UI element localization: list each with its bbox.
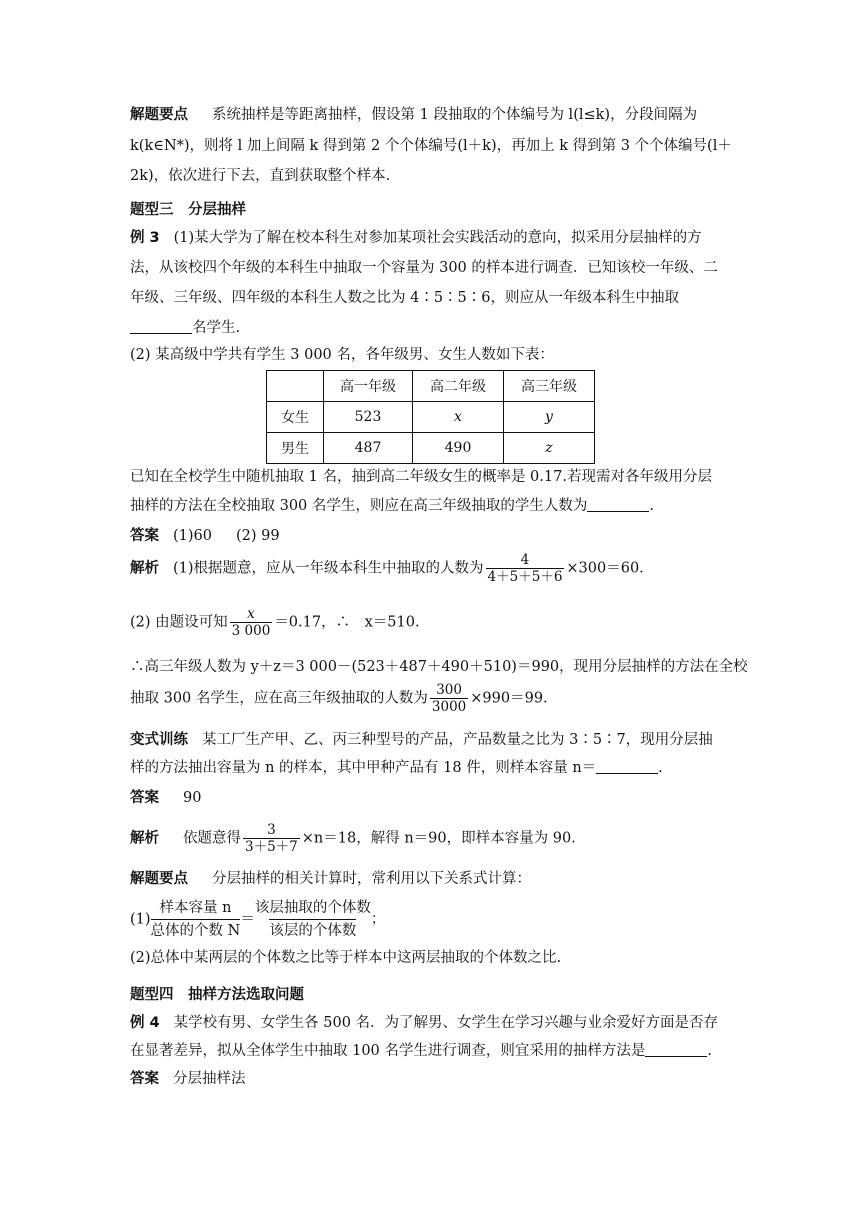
solution-text: ×n＝18，解得 n＝90，即样本容量为 90. bbox=[301, 830, 576, 847]
answer-blank bbox=[130, 319, 192, 334]
table-cell: 490 bbox=[413, 433, 504, 464]
denominator: 3＋5＋7 bbox=[245, 839, 298, 855]
key-point-text: 分层抽样的相关计算时，常利用以下关系式计算： bbox=[212, 871, 531, 887]
solution-text: (1)根据题意，应从一年级本科生中抽取的人数为 bbox=[173, 560, 484, 577]
table-row bbox=[267, 433, 595, 464]
solution-label: 解析 bbox=[130, 830, 159, 847]
solution-variant bbox=[130, 822, 576, 855]
answer-3-part-2: (2) 99 bbox=[236, 528, 280, 544]
period: . bbox=[649, 498, 655, 514]
solution-text: 抽取 300 名学生，应在高三年级抽取的人数为 bbox=[130, 690, 428, 707]
answer-value: 90 bbox=[183, 790, 202, 806]
table-cell: 487 bbox=[324, 433, 413, 464]
key-point-label: 解题要点 bbox=[130, 871, 188, 887]
solution-text: (2) 由题设可知 bbox=[130, 614, 228, 631]
table-cell: y bbox=[504, 402, 595, 433]
variant-line-2 bbox=[130, 758, 663, 778]
key-point-1-line-1 bbox=[130, 105, 697, 125]
fraction bbox=[486, 552, 565, 585]
key-point-1-line-2: k(k∈N*)，则将 l 加上间隔 k 得到第 2 个个体编号(l＋k)，再加上 k 得到第 3 个个体编号(l＋ bbox=[130, 138, 732, 154]
key-point-2-formula bbox=[130, 897, 385, 942]
table-header-cell bbox=[267, 371, 324, 402]
solution-text: ×300＝60. bbox=[566, 560, 644, 577]
table-header-cell: 高三年级 bbox=[504, 371, 595, 402]
key-point-1-line-3: 2k)，依次进行下去，直到获取整个样本. bbox=[130, 168, 391, 184]
section-4-title: 题型四 抽样方法选取问题 bbox=[130, 987, 304, 1003]
numerator: 3 bbox=[267, 822, 276, 838]
example-3-line-1 bbox=[130, 228, 702, 248]
example-3-line-6: 已知在全校学生中随机抽取 1 名，抽到高二年级女生的概率是 0.17.若现需对各年级用分层 bbox=[130, 469, 712, 485]
table-cell: x bbox=[413, 402, 504, 433]
denominator: 该层的个体数 bbox=[269, 919, 356, 942]
solution-3-line-2 bbox=[130, 606, 420, 639]
fraction bbox=[151, 897, 241, 942]
table-cell: z bbox=[504, 433, 595, 464]
example-4-text: 在显著差异，拟从全体学生中抽取 100 名学生进行调查，则宜采用的抽样方法是 bbox=[130, 1043, 646, 1059]
example-4-label: 例 4 bbox=[130, 1015, 160, 1031]
answer-blank bbox=[587, 497, 649, 512]
grade-table bbox=[266, 370, 595, 464]
equals: ＝ bbox=[240, 911, 255, 928]
section-3-title: 题型三 分层抽样 bbox=[130, 202, 246, 218]
answer-label: 答案 bbox=[130, 528, 159, 544]
answer-label: 答案 bbox=[130, 790, 159, 806]
period: . bbox=[707, 1043, 713, 1059]
table-header-row bbox=[267, 371, 595, 402]
answer-value: 分层抽样法 bbox=[173, 1071, 246, 1087]
table-cell: 523 bbox=[324, 402, 413, 433]
example-3-line-2: 法，从该校四个年级的本科生中抽取一个容量为 300 的样本进行调查．已知该校一年级、二 bbox=[130, 260, 718, 276]
denominator: 3 000 bbox=[231, 623, 271, 639]
fraction bbox=[230, 606, 273, 639]
table-header-cell: 高二年级 bbox=[413, 371, 504, 402]
formula-prefix: (1) bbox=[130, 911, 151, 928]
example-4-text: 某学校有男、女学生各 500 名．为了解男、女学生在学习兴趣与业余爱好方面是否存 bbox=[173, 1015, 719, 1031]
answer-blank bbox=[645, 1042, 707, 1057]
answer-4 bbox=[130, 1069, 246, 1089]
solution-text: ＝0.17，∴ x＝510. bbox=[274, 614, 420, 631]
table-cell: 女生 bbox=[267, 402, 324, 433]
table-header-cell: 高一年级 bbox=[324, 371, 413, 402]
variant-label: 变式训练 bbox=[130, 732, 188, 748]
period: . bbox=[658, 760, 663, 776]
example-4-line-2 bbox=[130, 1041, 712, 1061]
numerator: 该层抽取的个体数 bbox=[254, 900, 371, 916]
numerator: 4 bbox=[520, 552, 530, 568]
example-3-line-5: (2) 某高级中学共有学生 3 000 名，各年级男、女生人数如下表： bbox=[130, 347, 554, 363]
fraction bbox=[430, 682, 468, 715]
example-3-line-4 bbox=[130, 318, 240, 338]
example-3-line-7 bbox=[130, 496, 654, 516]
table-row bbox=[267, 402, 595, 433]
answer-variant bbox=[130, 788, 201, 808]
solution-text: ×990＝99. bbox=[470, 690, 548, 707]
variant-line-1 bbox=[130, 730, 713, 750]
solution-3-line-1 bbox=[130, 552, 644, 585]
table-cell: 男生 bbox=[267, 433, 324, 464]
example-3-text-7: 抽样的方法在全校抽取 300 名学生，则应在高三年级抽取的学生人数为 bbox=[130, 498, 588, 514]
example-4-line-1 bbox=[130, 1013, 718, 1033]
example-3-line-3: 年级、三年级、四年级的本科生人数之比为 4∶5∶5∶6，则应从一年级本科生中抽取 bbox=[130, 290, 680, 306]
denominator: 4＋5＋5＋6 bbox=[487, 569, 563, 585]
key-point-label: 解题要点 bbox=[130, 107, 188, 123]
example-3-label: 例 3 bbox=[130, 230, 160, 246]
fraction bbox=[243, 822, 300, 855]
answer-label: 答案 bbox=[130, 1071, 159, 1087]
key-point-2-line-1 bbox=[130, 869, 531, 889]
denominator: 总体的个数 N bbox=[151, 919, 241, 942]
example-3-text-1: (1)某大学为了解在校本科生对参加某项社会实践活动的意向，拟采用分层抽样的方 bbox=[173, 230, 702, 246]
solution-label: 解析 bbox=[130, 560, 159, 577]
answer-3 bbox=[130, 526, 280, 546]
variant-text: 样的方法抽出容量为 n 的样本，其中甲种产品有 18 件，则样本容量 n＝ bbox=[130, 760, 597, 776]
solution-3-line-3: ∴高三年级人数为 y＋z＝3 000－(523＋487＋490＋510)＝990，现用分层抽样的方法在全校 bbox=[130, 659, 748, 675]
example-3-text-4: 名学生. bbox=[192, 320, 241, 336]
fraction bbox=[255, 897, 371, 942]
variant-text: 某工厂生产甲、乙、丙三种型号的产品，产品数量之比为 3∶5∶7，现用分层抽 bbox=[202, 732, 713, 748]
solution-text: 依题意得 bbox=[183, 830, 241, 847]
denominator: 3000 bbox=[431, 699, 467, 715]
numerator: 300 bbox=[436, 682, 462, 698]
solution-3-line-4 bbox=[130, 682, 548, 715]
answer-3-part-1: (1)60 bbox=[173, 528, 212, 544]
numerator: x bbox=[247, 606, 255, 622]
answer-blank bbox=[596, 759, 658, 774]
key-point-2-line-3: (2)总体中某两层的个体数之比等于样本中这两层抽取的个体数之比. bbox=[130, 950, 562, 966]
key-point-text: 系统抽样是等距离抽样，假设第 1 段抽取的个体编号为 l(l≤k)，分段间隔为 bbox=[212, 107, 698, 123]
numerator: 样本容量 n bbox=[159, 900, 232, 916]
semicolon: ； bbox=[370, 911, 386, 928]
